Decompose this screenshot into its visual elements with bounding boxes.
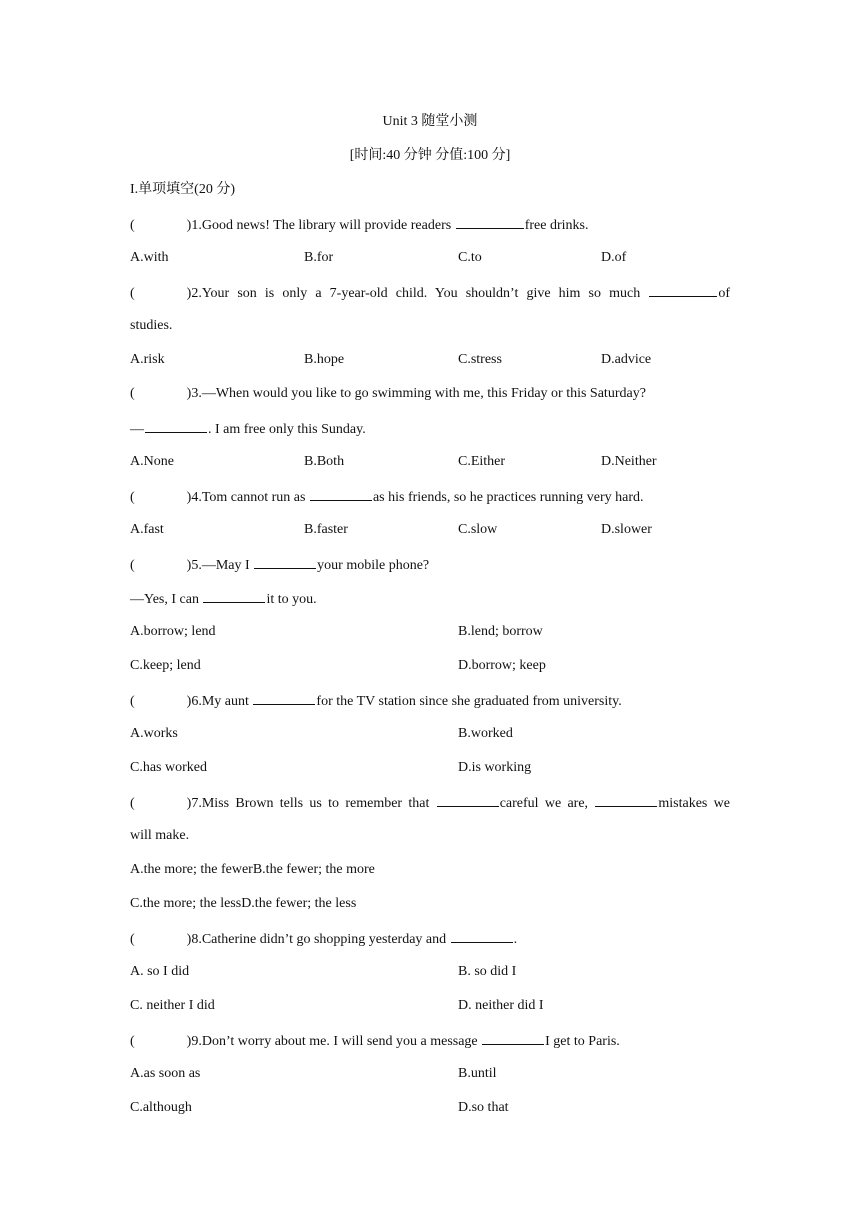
answer-blank (253, 690, 315, 705)
question-4-option-b: B.faster (304, 522, 348, 537)
question-3-option-b: B.Both (304, 454, 345, 469)
answer-blank (203, 588, 265, 603)
question-2-option-b: B.hope (304, 352, 345, 367)
question-5-stem: ( )5.—May I your mobile phone? (130, 554, 730, 576)
question-7-stem: ( )7.Miss Brown tells us to remember that careful we are, mistakes we (130, 792, 730, 814)
question-9-option-a: A.as soon as (130, 1066, 201, 1081)
answer-blank (437, 792, 499, 807)
question-4-option-c: C.slow (458, 522, 498, 537)
question-2-option-a: A.risk (130, 352, 165, 367)
section-heading: I.单项填空(20 分) (130, 182, 235, 197)
question-6-option-b: B.worked (458, 726, 513, 741)
question-3-stem: ( )3.—When would you like to go swimming with me, this Friday or this Saturday? (130, 386, 646, 401)
question-4-option-d: D.slower (601, 522, 652, 537)
question-7-options-line-1: A.the more; the fewerB.the fewer; the more (130, 862, 375, 877)
question-8-option-d: D. neither did I (458, 998, 544, 1013)
question-6-option-a: A.works (130, 726, 178, 741)
answer-blank (482, 1030, 544, 1045)
question-7-options-line-2: C.the more; the lessD.the fewer; the less (130, 896, 357, 911)
question-8-option-c: C. neither I did (130, 998, 215, 1013)
question-7-stem-continued: will make. (130, 828, 190, 843)
question-9-option-b: B.until (458, 1066, 497, 1081)
answer-blank (145, 418, 207, 433)
question-6-stem: ( )6.My aunt for the TV station since she graduated from university. (130, 690, 730, 712)
answer-blank (649, 282, 717, 297)
question-4-option-a: A.fast (130, 522, 164, 537)
question-2-stem-continued: studies. (130, 318, 173, 333)
question-5-option-c: C.keep; lend (130, 658, 201, 673)
question-6-option-c: C.has worked (130, 760, 207, 775)
question-9-option-d: D.so that (458, 1100, 509, 1115)
answer-blank (595, 792, 657, 807)
answer-blank (451, 928, 513, 943)
question-8-stem: ( )8.Catherine didn’t go shopping yesterday and . (130, 928, 730, 950)
question-6-option-d: D.is working (458, 760, 532, 775)
question-1-option-b: B.for (304, 250, 334, 265)
question-3-reply: — . I am free only this Sunday. (130, 418, 730, 440)
time-score-info: [时间:40 分钟 分值:100 分] (349, 148, 511, 163)
question-2-option-c: C.stress (458, 352, 502, 367)
question-2-stem: ( )2.Your son is only a 7-year-old child. You shouldn’t give him so much of (130, 282, 730, 304)
question-2-option-d: D.advice (601, 352, 652, 367)
question-9-stem: ( )9.Don’t worry about me. I will send you a message I get to Paris. (130, 1030, 730, 1052)
question-4-stem: ( )4.Tom cannot run as as his friends, so he practices running very hard. (130, 486, 730, 508)
question-1-option-d: D.of (601, 250, 627, 265)
answer-blank (310, 486, 372, 501)
page-title: Unit 3 随堂小测 (382, 114, 478, 129)
question-5-option-d: D.borrow; keep (458, 658, 546, 673)
question-8-option-a: A. so I did (130, 964, 190, 979)
question-5-reply: —Yes, I can it to you. (130, 588, 730, 610)
question-1-option-a: A.with (130, 250, 169, 265)
question-3-option-d: D.Neither (601, 454, 657, 469)
question-5-option-a: A.borrow; lend (130, 624, 216, 639)
question-3-option-c: C.Either (458, 454, 506, 469)
question-9-option-c: C.although (130, 1100, 192, 1115)
question-1-option-c: C.to (458, 250, 482, 265)
question-1-stem: ( )1.Good news! The library will provide readers free drinks. (130, 214, 730, 236)
question-8-option-b: B. so did I (458, 964, 517, 979)
question-5-option-b: B.lend; borrow (458, 624, 543, 639)
question-3-option-a: A.None (130, 454, 174, 469)
answer-blank (254, 554, 316, 569)
answer-blank (456, 214, 524, 229)
